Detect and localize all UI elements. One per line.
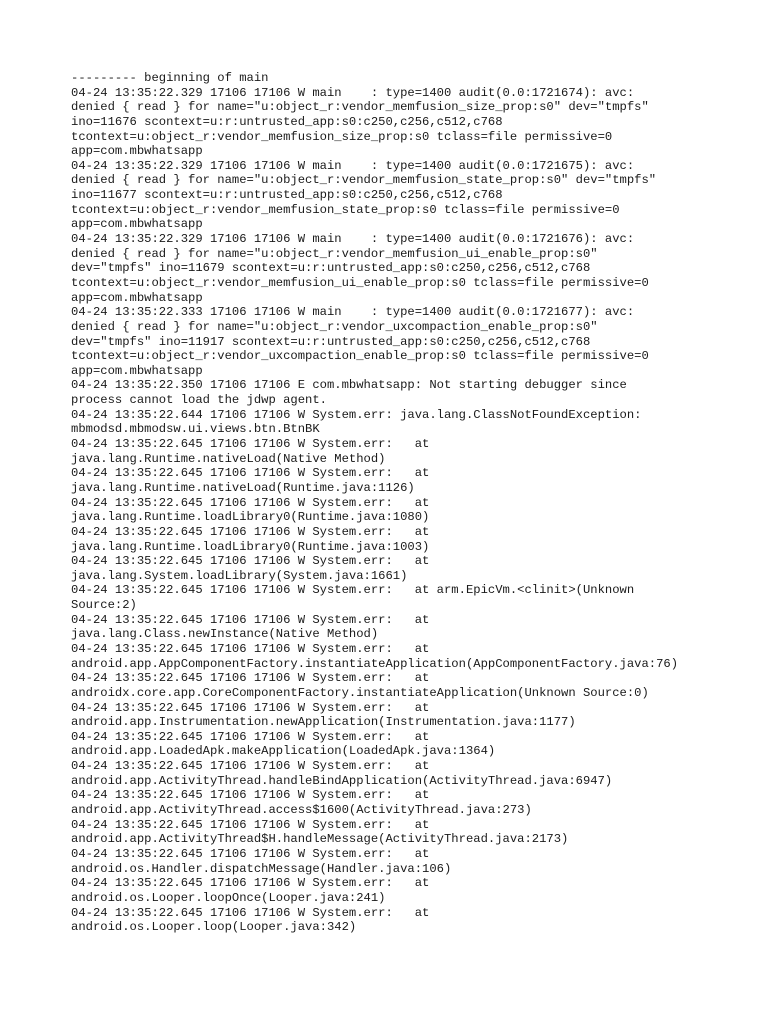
log-line: 04-24 13:35:22.645 17106 17106 W System.err: at <box>71 437 430 452</box>
log-line: android.app.Instrumentation.newApplication(Instrumentation.java:1177) <box>71 715 576 730</box>
log-line: java.lang.Runtime.nativeLoad(Native Method) <box>71 451 386 466</box>
log-line: 04-24 13:35:22.645 17106 17106 W System.err: at <box>71 641 430 656</box>
log-line: --------- beginning of main <box>71 71 269 85</box>
log-line: 04-24 13:35:22.645 17106 17106 W System.err: at <box>71 729 430 744</box>
log-line: java.lang.System.loadLibrary(System.java:1661) <box>71 568 408 583</box>
log-line: denied { read } for name="u:object_r:vendor_uxcompaction_enable_prop:s0" <box>71 319 598 334</box>
log-line: denied { read } for name="u:object_r:vendor_memfusion_state_prop:s0" dev="tmpfs" <box>71 173 657 188</box>
log-line: 04-24 13:35:22.645 17106 17106 W System.err: at <box>71 846 430 861</box>
log-line: androidx.core.app.CoreComponentFactory.instantiateApplication(Unknown Source:0) <box>71 685 649 700</box>
log-line: 04-24 13:35:22.333 17106 17106 W main : type=1400 audit(0.0:1721677): avc: <box>71 305 635 320</box>
log-line: 04-24 13:35:22.645 17106 17106 W System.err: at <box>71 876 430 891</box>
log-line: denied { read } for name="u:object_r:vendor_memfusion_ui_enable_prop:s0" <box>71 246 598 261</box>
log-line: java.lang.Runtime.loadLibrary0(Runtime.java:1003) <box>71 539 430 554</box>
log-line: ino=11676 scontext=u:r:untrusted_app:s0:c250,c256,c512,c768 <box>71 114 503 129</box>
log-line: tcontext=u:object_r:vendor_memfusion_size_prop:s0 tclass=file permissive=0 <box>71 129 613 144</box>
log-line: android.app.AppComponentFactory.instantiateApplication(AppComponentFactory.java:76) <box>71 656 679 671</box>
log-line: android.app.ActivityThread.handleBindApplication(ActivityThread.java:6947) <box>71 773 613 788</box>
log-line: 04-24 13:35:22.329 17106 17106 W main : type=1400 audit(0.0:1721675): avc: <box>71 158 635 173</box>
log-line: denied { read } for name="u:object_r:vendor_memfusion_size_prop:s0" dev="tmpfs" <box>71 100 649 115</box>
log-line: process cannot load the jdwp agent. <box>71 393 327 408</box>
log-line: app=com.mbwhatsapp <box>71 363 203 378</box>
log-line: android.os.Handler.dispatchMessage(Handler.java:106) <box>71 861 452 876</box>
log-line: tcontext=u:object_r:vendor_memfusion_state_prop:s0 tclass=file permissive=0 <box>71 202 620 217</box>
log-line: 04-24 13:35:22.645 17106 17106 W System.err: at <box>71 554 430 569</box>
log-line: 04-24 13:35:22.645 17106 17106 W System.err: at <box>71 788 430 803</box>
log-line: 04-24 13:35:22.645 17106 17106 W System.err: at <box>71 671 430 686</box>
log-line: dev="tmpfs" ino=11679 scontext=u:r:untrusted_app:s0:c250,c256,c512,c768 <box>71 261 591 276</box>
log-line: android.app.ActivityThread.access$1600(ActivityThread.java:273) <box>71 803 532 818</box>
log-line: ino=11677 scontext=u:r:untrusted_app:s0:c250,c256,c512,c768 <box>71 188 503 203</box>
log-line: 04-24 13:35:22.645 17106 17106 W System.err: at <box>71 524 430 539</box>
log-line: 04-24 13:35:22.329 17106 17106 W main : type=1400 audit(0.0:1721674): avc: <box>71 85 635 100</box>
log-line: 04-24 13:35:22.645 17106 17106 W System.err: at <box>71 817 430 832</box>
log-line: java.lang.Runtime.loadLibrary0(Runtime.java:1080) <box>71 510 430 525</box>
log-line: java.lang.Runtime.nativeLoad(Runtime.java:1126) <box>71 480 415 495</box>
log-line: 04-24 13:35:22.644 17106 17106 W System.err: java.lang.ClassNotFoundException: <box>71 407 642 422</box>
log-line: android.app.LoadedApk.makeApplication(LoadedApk.java:1364) <box>71 744 496 759</box>
log-line: 04-24 13:35:22.645 17106 17106 W System.err: at <box>71 905 430 920</box>
log-line: app=com.mbwhatsapp <box>71 217 203 232</box>
log-line: 04-24 13:35:22.645 17106 17106 W System.err: at <box>71 466 430 481</box>
log-line: android.app.ActivityThread$H.handleMessage(ActivityThread.java:2173) <box>71 832 569 847</box>
log-line: tcontext=u:object_r:vendor_uxcompaction_enable_prop:s0 tclass=file permissive=0 <box>71 349 649 364</box>
log-line: java.lang.Class.newInstance(Native Method) <box>71 627 379 642</box>
log-text-block <box>71 71 751 935</box>
log-line: 04-24 13:35:22.645 17106 17106 W System.err: at <box>71 759 430 774</box>
log-line: app=com.mbwhatsapp <box>71 144 203 159</box>
log-line: mbmodsd.mbmodsw.ui.views.btn.BtnBK <box>71 422 320 437</box>
log-line: android.os.Looper.loopOnce(Looper.java:241) <box>71 890 386 905</box>
log-line: 04-24 13:35:22.329 17106 17106 W main : type=1400 audit(0.0:1721676): avc: <box>71 232 635 247</box>
log-line: 04-24 13:35:22.645 17106 17106 W System.err: at <box>71 612 430 627</box>
log-line: 04-24 13:35:22.645 17106 17106 W System.err: at arm.EpicVm.<clinit>(Unknown <box>71 583 635 598</box>
log-line: app=com.mbwhatsapp <box>71 290 203 305</box>
log-line: Source:2) <box>71 598 137 613</box>
log-line: 04-24 13:35:22.645 17106 17106 W System.err: at <box>71 495 430 510</box>
log-line: 04-24 13:35:22.350 17106 17106 E com.mbwhatsapp: Not starting debugger since <box>71 378 627 393</box>
log-line: tcontext=u:object_r:vendor_memfusion_ui_enable_prop:s0 tclass=file permissive=0 <box>71 275 649 290</box>
log-line: android.os.Looper.loop(Looper.java:342) <box>71 920 357 935</box>
log-line: dev="tmpfs" ino=11917 scontext=u:r:untrusted_app:s0:c250,c256,c512,c768 <box>71 334 591 349</box>
log-line: 04-24 13:35:22.645 17106 17106 W System.err: at <box>71 700 430 715</box>
